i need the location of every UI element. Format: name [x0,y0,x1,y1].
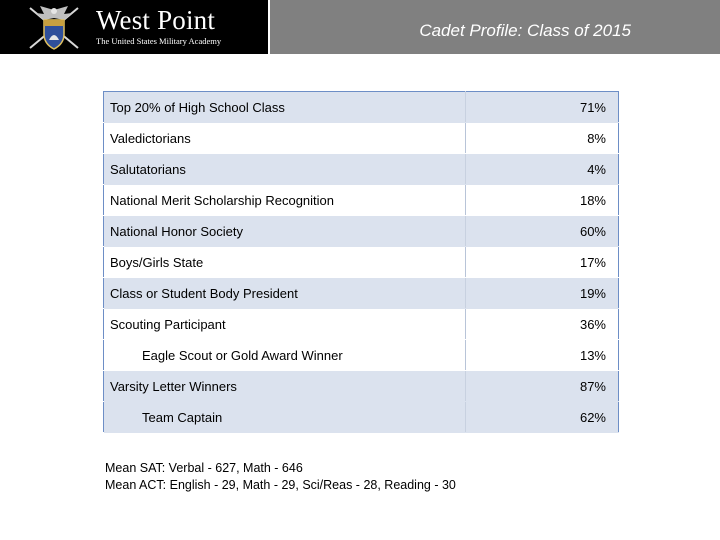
header-bar [0,0,720,54]
table-row [104,92,619,123]
row-label: National Honor Society [104,216,466,247]
page-title: Cadet Profile: Class of 2015 [419,21,631,40]
row-label: Scouting Participant [110,316,226,332]
row-label: Valedictorians [110,130,191,146]
row-label: National Merit Scholarship Recognition [110,192,335,208]
table-row [104,309,619,340]
table-row [104,247,619,278]
west-point-crest-icon [24,4,84,52]
row-label: Salutatorians [104,154,466,185]
table-row [104,216,619,247]
table-row [104,402,619,433]
mean-sat-note: Mean SAT: Verbal - 627, Math - 646 [105,461,303,475]
table-row [104,340,619,371]
row-value: 8% [466,123,619,154]
row-label: Top 20% of High School Class [104,92,466,123]
row-value: 19% [466,278,619,309]
row-label: Eagle Scout or Gold Award Winner [142,347,343,363]
table-row [104,123,619,154]
row-label: Team Captain [104,402,466,433]
brand-subtitle: The United States Military Academy [96,36,222,46]
row-label: Boys/Girls State [110,254,204,270]
row-value: 17% [466,247,619,278]
row-value: 60% [466,216,619,247]
table-row [104,278,619,309]
test-score-notes [105,460,456,494]
row-value: 71% [466,92,619,123]
row-value: 62% [466,402,619,433]
mean-act-note: Mean ACT: English - 29, Math - 29, Sci/Reas - 28, Reading - 30 [105,478,456,492]
row-value: 13% [466,340,619,371]
brand-name: West Point [96,5,216,35]
row-value: 36% [466,309,619,340]
logo [0,0,270,54]
table-row [104,371,619,402]
cadet-profile-table [103,91,619,433]
row-label: Varsity Letter Winners [104,371,466,402]
row-value: 87% [466,371,619,402]
table-row [104,185,619,216]
row-value: 4% [466,154,619,185]
table-row [104,154,619,185]
row-label: Class or Student Body President [104,278,466,309]
row-value: 18% [466,185,619,216]
